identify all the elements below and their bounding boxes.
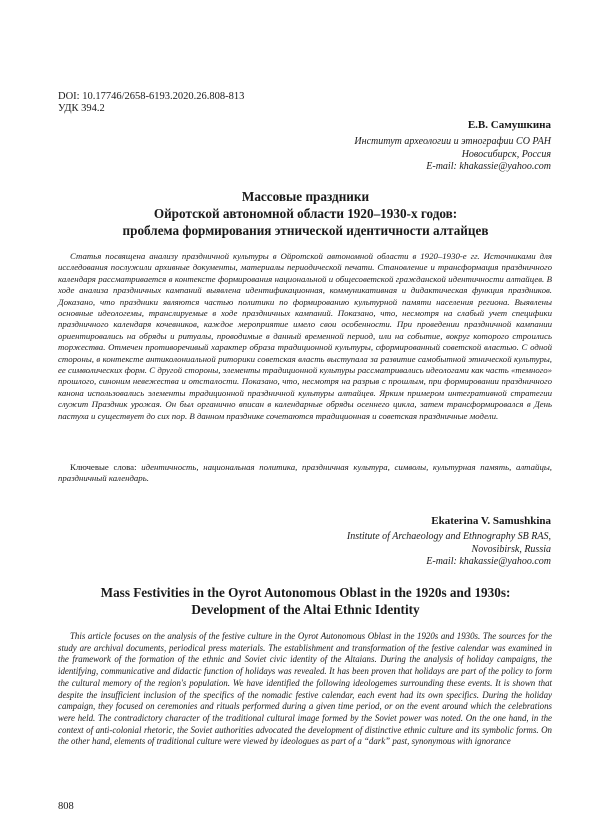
- affiliation-en-email: E-mail: khakassie@yahoo.com: [426, 556, 551, 567]
- affiliation-ru-line: Новосибирск, Россия: [461, 148, 551, 160]
- affiliation-ru-email: E-mail: khakassie@yahoo.com: [426, 161, 551, 172]
- abstract-ru: Статья посвящена анализу праздничной культуры в Ойротской автономной области в 1920–1930-е гг. Источниками для исследования послужили архивные документы, материалы периодической печати. Становление и трансформация праздничного календаря рассматривается в контексте формирования национальной и общесоветской гражданской идентичности алтайцев. В ходе анализа праздничных кампаний выявлена идентификационная, коммуникативная и дидактическая функция праздников. Доказано, что праздники являются частью политики по формированию культурной памяти населения региона. Выявлены основные идеологемы, транслируемые в ходе праздничных кампаний. Показано, что, несмотря на слабый учет специфики праздничного календаря кочевников, каждое мероприятие имело свои особенности. При проведении праздничной кампании ориентировались на обряды и ритуалы, проводимые в данный временной период, или на событие, вокруг которого строились торжества. Отмечен противоречивый характер образа традиционной культуры, сформированный советской властью. С одной стороны, в контексте антиколониальной риторики советская власть выступала за развитие самобытной этнической культуры, ее символических форм. С другой стороны, элементы традиционной культуры рассматривались идеологами как часть «темного» прошлого, синоним невежества и отсталости. Показано, что, несмотря на разрыв с прошлым, при формировании праздничного канона использовались элементы традиционной праздничной культуры алтайцев. Ярким примером интегративной стратегии служит Праздник урожая. Он был органично вписан в календарные обряды осеннего цикла, затем трансформировался в День пастуха и существует до сих пор. В данном празднике сочетаются традиционная и советская праздничные модели.: [58, 251, 552, 421]
- title-ru: [40, 188, 571, 239]
- author-ru: Е.В. Самушкина: [467, 119, 551, 131]
- keywords-label: Ключевые слова:: [70, 462, 137, 472]
- title-en-line: Development of the Altai Ethnic Identity: [191, 602, 420, 617]
- title-ru-line: Ойротской автономной области 1920–1930-х годов:: [153, 206, 458, 221]
- affiliation-en-line: Institute of Archaeology and Ethnography SB RAS,: [346, 531, 551, 542]
- affiliation-ru: [354, 136, 551, 174]
- author-en: Ekaterina V. Samushkina: [431, 515, 551, 527]
- title-en: [40, 584, 571, 618]
- page-number: 808: [58, 801, 74, 812]
- keywords-ru: [58, 462, 552, 485]
- title-ru-line: проблема формирования этнической идентичности алтайцев: [122, 223, 489, 238]
- keywords-values: идентичность, национальная политика, праздничная культура, символы, культурная память, алтайцы, праздничный календарь.: [58, 462, 552, 484]
- affiliation-en: [347, 531, 551, 569]
- abstract-en: This article focuses on the analysis of the festive culture in the Oyrot Autonomous Oblast in the 1920s and 1930s. The sources for the study are archival documents, periodical press materials. The establishment and transformation of the festive calendar was examined in the framework of the formation of the ethnic and Soviet civic identity of the Altaians. During the analysis of holiday campaigns, the identifying, communicative and didactic function of holidays was revealed. It has been proven that holidays are part of the policy to form the cultural memory of the region's population. We have identified the following ideologemes surrounding these events. It is shown that despite the insufficient inclusion of the specifics of the nomadic festive calendar, each event had its own specifics. During the holiday campaign, they focused on ceremonies and rituals performed during a given time period, or on the event around which the celebrations were held. The contradictory character of the traditional cultural image formed by the Soviet power was noted. On the one hand, in the context of anti-colonial rhetoric, the Soviet authorities advocated the development of distinctive ethnic culture and its symbolic forms. On the other hand, elements of traditional culture were viewed by ideologues as part of a “dark” past, synonymous with ignorance: [58, 631, 552, 747]
- title-en-line: Mass Festivities in the Oyrot Autonomous Oblast in the 1920s and 1930s:: [100, 585, 511, 600]
- doi-line: DOI: 10.17746/2658-6193.2020.26.808-813: [58, 91, 245, 102]
- affiliation-ru-line: Институт археологии и этнографии СО РАН: [354, 136, 551, 147]
- title-ru-line: Массовые праздники: [241, 189, 370, 204]
- affiliation-en-line: Novosibirsk, Russia: [471, 543, 551, 555]
- udc-line: УДК 394.2: [58, 103, 105, 114]
